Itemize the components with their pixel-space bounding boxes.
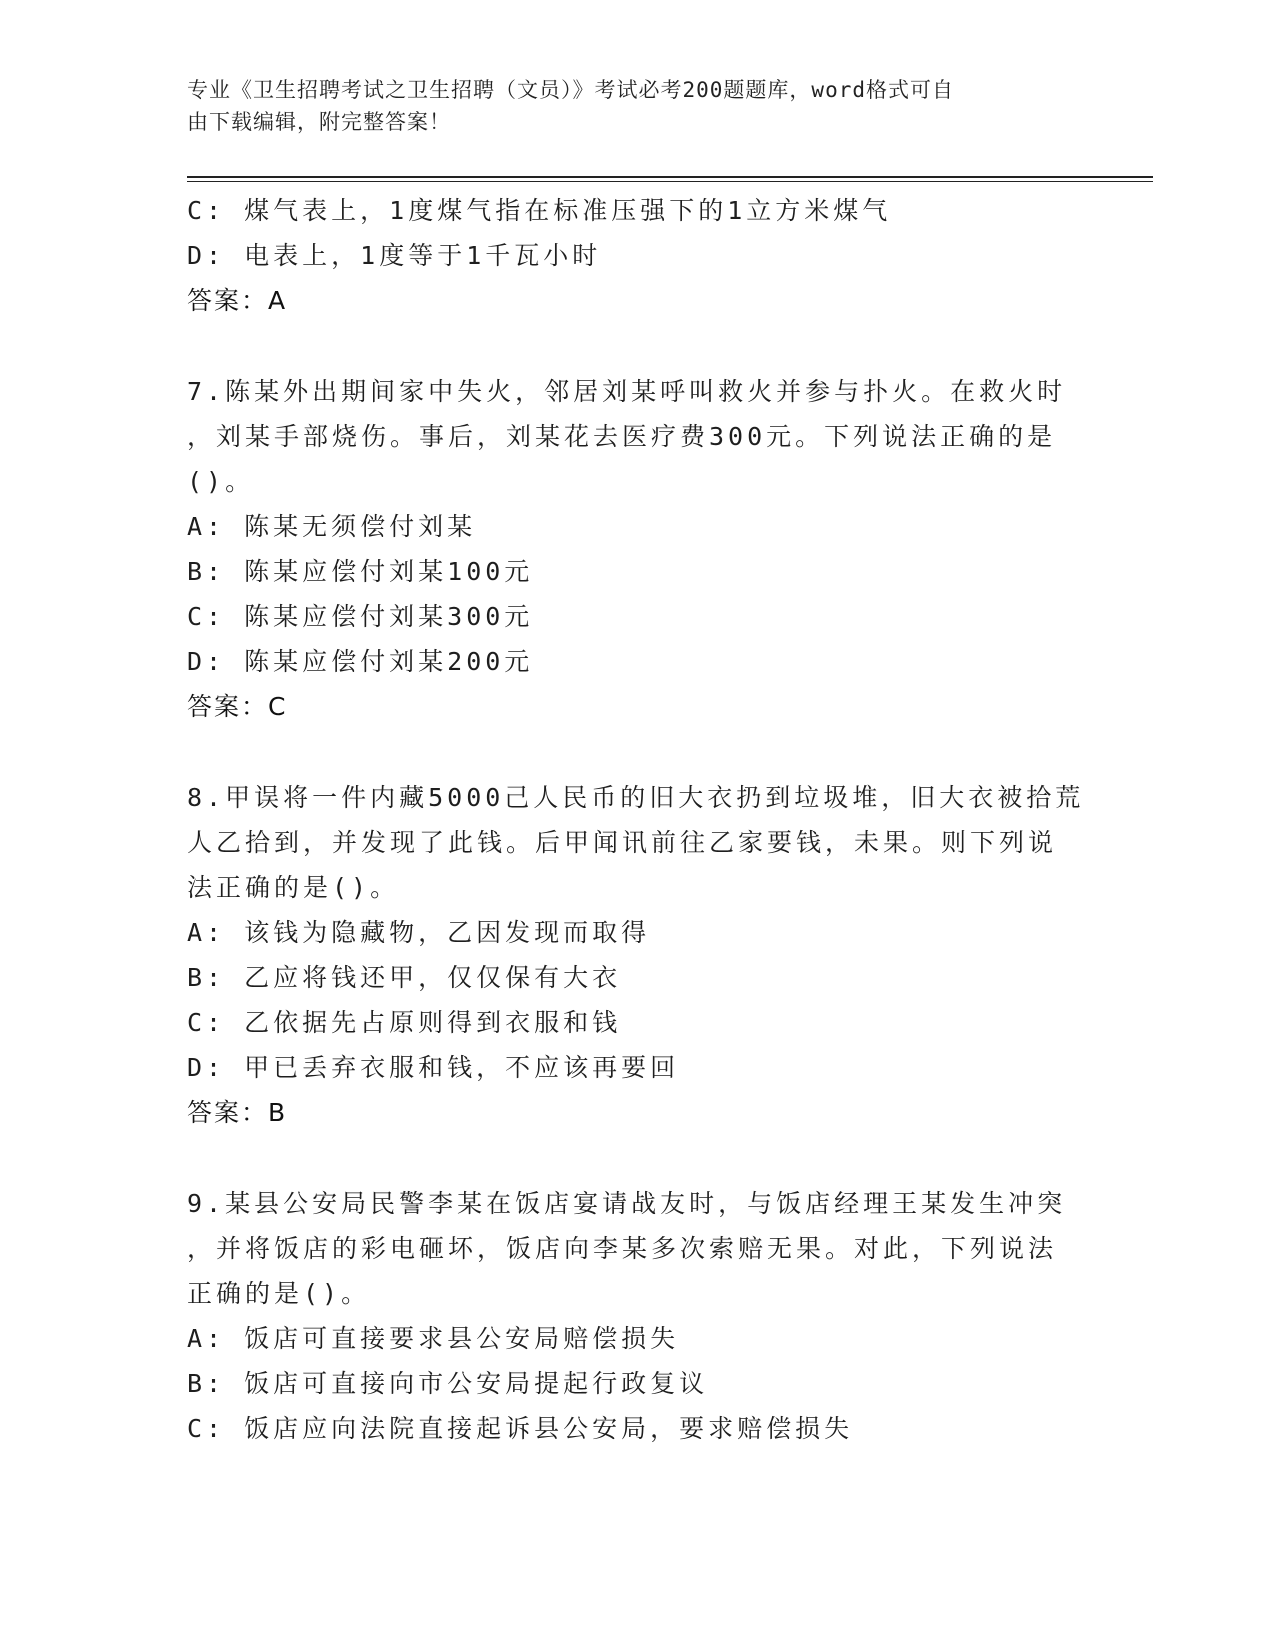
answer-line: 答案：B — [187, 1098, 288, 1127]
question-stem-line: 人乙拾到，并发现了此钱。后甲闻讯前往乙家要钱，未果。则下列说 — [187, 828, 1058, 857]
option-d: D: 甲已丢弃衣服和钱，不应该再要回 — [187, 1053, 680, 1082]
header-line-1: 专业《卫生招聘考试之卫生招聘（文员）》考试必考200题题库，word格式可自 — [187, 78, 954, 102]
spacer — [187, 729, 1087, 775]
option-b: B: 陈某应偿付刘某100元 — [187, 557, 534, 586]
option-c: C: 陈某应偿付刘某300元 — [187, 602, 534, 631]
option-c: C: 饭店应向法院直接起诉县公安局，要求赔偿损失 — [187, 1414, 854, 1443]
question-stem-line: 正确的是()。 — [187, 1279, 371, 1308]
question-stem-line: 8.甲误将一件内藏5000己人民币的旧大衣扔到垃圾堆，旧大衣被拾荒 — [187, 783, 1085, 812]
header-divider-thin — [187, 181, 1153, 182]
spacer — [187, 323, 1087, 369]
option-a: A: 饭店可直接要求县公安局赔偿损失 — [187, 1324, 680, 1353]
option-a: A: 该钱为隐藏物，乙因发现而取得 — [187, 918, 651, 947]
question-list — [187, 188, 1087, 1451]
option-c: C: 乙依据先占原则得到衣服和钱 — [187, 1008, 622, 1037]
option-d: D: 电表上，1度等于1千瓦小时 — [187, 241, 602, 270]
document-header — [187, 74, 1067, 138]
option-b: B: 饭店可直接向市公安局提起行政复议 — [187, 1369, 709, 1398]
question-6-tail — [187, 188, 1087, 323]
question-stem-line: 9.某县公安局民警李某在饭店宴请战友时，与饭店经理王某发生冲突 — [187, 1189, 1067, 1218]
option-d: D: 陈某应偿付刘某200元 — [187, 647, 534, 676]
option-c: C: 煤气表上，1度煤气指在标准压强下的1立方米煤气 — [187, 196, 892, 225]
answer-line: 答案：A — [187, 286, 288, 315]
question-stem-line: ，并将饭店的彩电砸坏，饭店向李某多次索赔无果。对此，下列说法 — [187, 1234, 1058, 1263]
question-stem-line: ()。 — [187, 467, 255, 496]
spacer — [187, 1135, 1087, 1181]
header-line-2: 由下载编辑，附完整答案！ — [187, 110, 451, 134]
question-stem-line: ，刘某手部烧伤。事后，刘某花去医疗费300元。下列说法正确的是 — [187, 422, 1057, 451]
question-stem-line: 法正确的是()。 — [187, 873, 400, 902]
answer-line: 答案：C — [187, 692, 288, 721]
question-9 — [187, 1181, 1087, 1451]
option-b: B: 乙应将钱还甲，仅仅保有大衣 — [187, 963, 622, 992]
question-7 — [187, 369, 1087, 729]
header-divider-thick — [187, 176, 1153, 178]
question-stem-line: 7.陈某外出期间家中失火，邻居刘某呼叫救火并参与扑火。在救火时 — [187, 377, 1067, 406]
option-a: A: 陈某无须偿付刘某 — [187, 512, 477, 541]
question-8 — [187, 775, 1087, 1135]
